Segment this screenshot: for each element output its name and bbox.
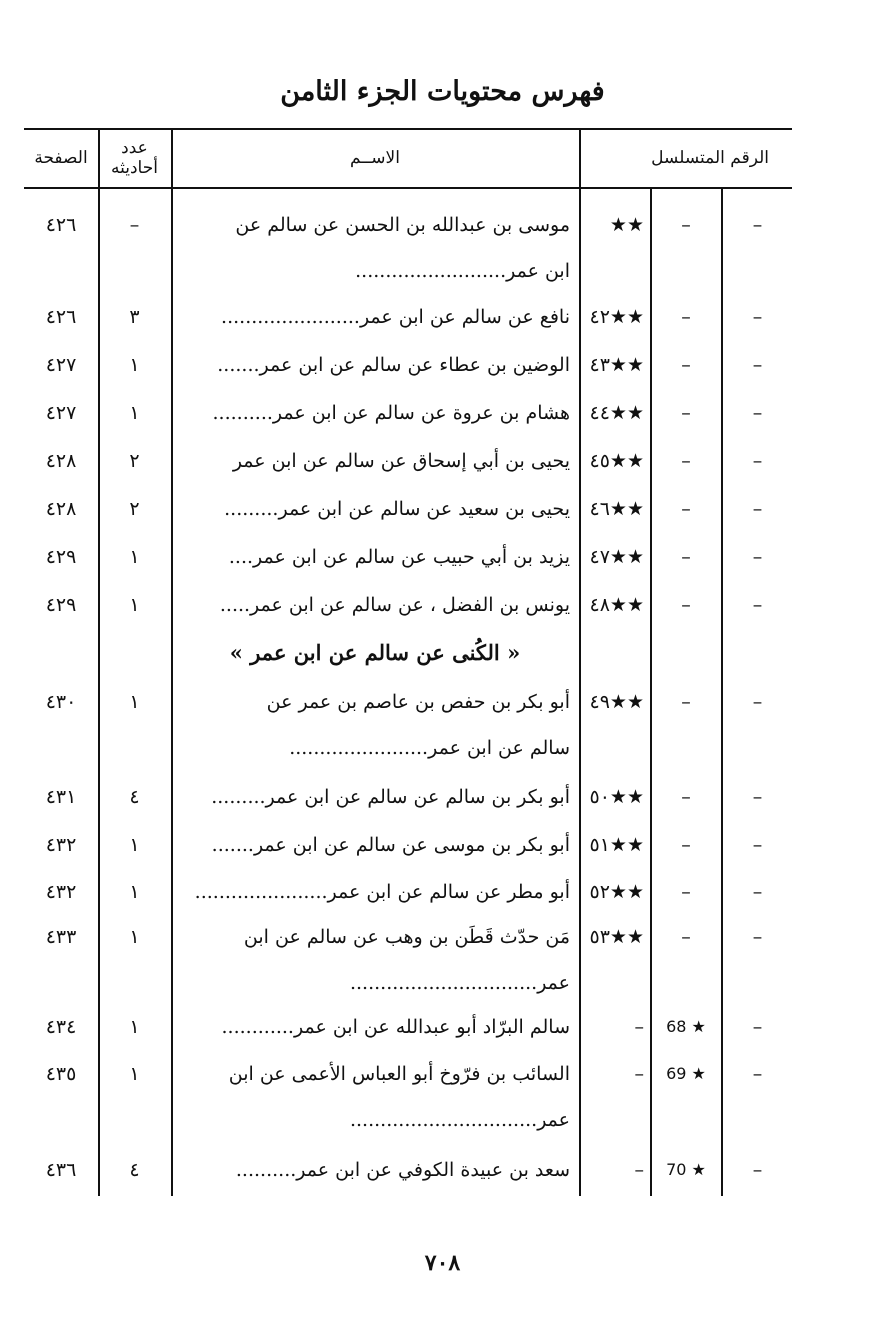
row-count: ١ <box>129 354 140 376</box>
section-heading: « الكُنى عن سالم عن ابن عمر » <box>229 640 521 665</box>
row-serial-4: – <box>752 498 763 520</box>
row-serial-2: – <box>681 691 691 713</box>
header-serial: الرقم المتسلسل <box>651 148 769 168</box>
row-serial-1: ★★٥٣ <box>589 926 644 948</box>
row-name: أبو مطر عن سالم عن ابن عمر...................... <box>194 881 570 903</box>
row-count: ١ <box>129 594 140 616</box>
row-count: ١ <box>129 402 140 424</box>
row-name: أبو بكر بن حفص بن عاصم بن عمر عن <box>266 691 570 713</box>
header-bottom-rule <box>24 187 792 189</box>
page-title: فهرس محتويات الجزء الثامن <box>280 76 605 107</box>
row-serial-2: – <box>681 306 691 328</box>
row-page: ٤٢٦ <box>45 214 77 236</box>
row-page: ٤٣١ <box>45 786 77 808</box>
row-serial-2: – <box>681 546 691 568</box>
row-page: ٤٣٣ <box>45 926 77 948</box>
row-page: ٤٣٢ <box>45 881 77 903</box>
header-page: الصفحة <box>34 148 88 168</box>
row-name: يزيد بن أبي حبيب عن سالم عن ابن عمر.... <box>228 546 570 568</box>
row-serial-1: ★★٤٩ <box>589 691 644 713</box>
row-serial-2: – <box>681 498 691 520</box>
row-count: ٢ <box>129 450 140 472</box>
row-name: موسى بن عبدالله بن الحسن عن سالم عن <box>235 214 570 236</box>
row-name: الوضين بن عطاء عن سالم عن ابن عمر....... <box>217 354 570 376</box>
row-name: سعد بن عبيدة الكوفي عن ابن عمر.......... <box>235 1159 570 1181</box>
row-serial-2: – <box>681 402 691 424</box>
row-serial-1: ★★ <box>609 214 644 236</box>
page-number: ٧٠٨ <box>424 1250 461 1276</box>
row-serial-2: – <box>681 450 691 472</box>
row-page: ٤٣٤ <box>45 1016 77 1038</box>
row-name: هشام بن عروة عن سالم عن ابن عمر.......... <box>212 402 570 424</box>
row-serial-4: – <box>752 214 763 236</box>
header-name: الاســم <box>350 148 400 168</box>
row-count: ١ <box>129 1063 140 1085</box>
row-serial-2: – <box>681 214 691 236</box>
row-name: مَن حدّث قَطَن بن وهب عن سالم عن ابن <box>243 926 570 948</box>
row-page: ٤٢٩ <box>45 594 77 616</box>
row-serial-4: – <box>752 926 763 948</box>
row-page: ٤٣٠ <box>45 691 77 713</box>
row-name: أبو بكر بن موسى عن سالم عن ابن عمر....... <box>211 834 570 856</box>
row-name-cont: عمر............................... <box>349 1109 570 1131</box>
row-page: ٤٣٢ <box>45 834 77 856</box>
row-serial-1: – <box>634 1063 644 1085</box>
row-count: ١ <box>129 881 140 903</box>
row-serial-1: – <box>634 1159 644 1181</box>
row-name: أبو بكر بن سالم عن سالم عن ابن عمر......... <box>211 786 570 808</box>
row-page: ٤٣٥ <box>45 1063 77 1085</box>
row-serial-4: – <box>752 594 763 616</box>
row-serial-3: 70 ★ <box>666 1160 706 1179</box>
row-serial-1: ★★٥٠ <box>589 786 644 808</box>
row-serial-4: – <box>752 834 763 856</box>
row-serial-1: ★★٤٥ <box>589 450 644 472</box>
row-count: ٢ <box>129 498 140 520</box>
row-serial-3: 69 ★ <box>666 1064 706 1083</box>
row-count: ١ <box>129 691 140 713</box>
row-serial-4: – <box>752 691 763 713</box>
row-serial-2: – <box>681 594 691 616</box>
row-serial-1: ★★٤٦ <box>589 498 644 520</box>
row-page: ٤٢٨ <box>45 498 77 520</box>
table-top-rule <box>24 128 792 130</box>
row-name-cont: عمر............................... <box>349 972 570 994</box>
row-serial-1: ★★٤٣ <box>589 354 644 376</box>
row-page: ٤٢٧ <box>45 402 77 424</box>
row-page: ٤٢٧ <box>45 354 77 376</box>
row-serial-4: – <box>752 306 763 328</box>
header-count: عدد أحاديثه <box>111 138 158 178</box>
row-serial-1: ★★٤٤ <box>589 402 644 424</box>
row-serial-2: – <box>681 834 691 856</box>
row-serial-4: – <box>752 786 763 808</box>
row-count: ١ <box>129 926 140 948</box>
divider-name-serial <box>579 130 581 1196</box>
row-count: ٤ <box>129 786 140 808</box>
row-name-cont: سالم عن ابن عمر....................... <box>289 737 570 759</box>
row-name: يونس بن الفضل ، عن سالم عن ابن عمر..... <box>219 594 570 616</box>
row-serial-2: – <box>681 881 691 903</box>
row-count: ٣ <box>129 306 140 328</box>
row-serial-1: ★★٤٧ <box>589 546 644 568</box>
row-page: ٤٢٦ <box>45 306 77 328</box>
row-serial-4: – <box>752 1016 763 1038</box>
row-page: ٤٢٨ <box>45 450 77 472</box>
row-serial-1: ★★٤٨ <box>589 594 644 616</box>
row-count: – <box>129 214 140 236</box>
row-serial-4: – <box>752 402 763 424</box>
row-name: يحيى بن سعيد عن سالم عن ابن عمر......... <box>224 498 570 520</box>
row-name: سالم البرّاد أبو عبدالله عن ابن عمر............ <box>221 1016 570 1038</box>
row-serial-1: ★★٥١ <box>589 834 644 856</box>
row-serial-4: – <box>752 881 763 903</box>
row-serial-3: 68 ★ <box>666 1017 706 1036</box>
row-serial-4: – <box>752 1063 763 1085</box>
row-name: نافع عن سالم عن ابن عمر....................... <box>221 306 570 328</box>
row-count: ١ <box>129 834 140 856</box>
row-serial-1: ★★٥٢ <box>589 881 644 903</box>
row-page: ٤٢٩ <box>45 546 77 568</box>
row-serial-4: – <box>752 450 763 472</box>
row-count: ١ <box>129 546 140 568</box>
row-count: ٤ <box>129 1159 140 1181</box>
row-serial-2: – <box>681 354 691 376</box>
row-serial-2: – <box>681 786 691 808</box>
row-serial-1: ★★٤٢ <box>589 306 644 328</box>
row-page: ٤٣٦ <box>45 1159 77 1181</box>
row-count: ١ <box>129 1016 140 1038</box>
row-serial-2: – <box>681 926 691 948</box>
row-serial-4: – <box>752 1159 763 1181</box>
row-name-cont: ابن عمر......................... <box>355 260 570 282</box>
row-name: يحيى بن أبي إسحاق عن سالم عن ابن عمر <box>232 450 570 472</box>
row-serial-4: – <box>752 354 763 376</box>
row-serial-1: – <box>634 1016 644 1038</box>
row-name: السائب بن فرّوخ أبو العباس الأعمى عن ابن <box>228 1063 570 1085</box>
row-serial-4: – <box>752 546 763 568</box>
